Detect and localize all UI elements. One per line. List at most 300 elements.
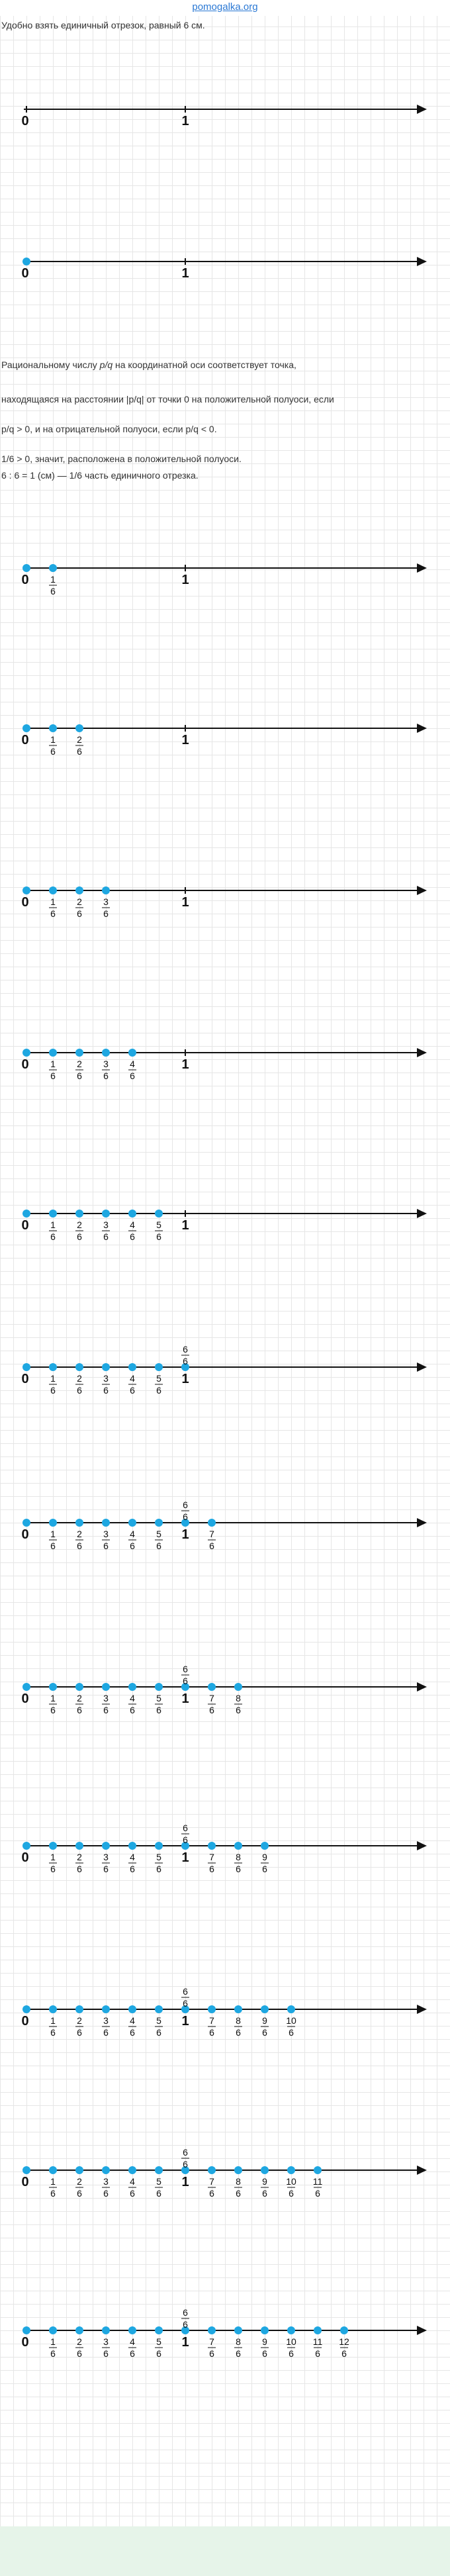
label-six-sixths: [181, 1823, 189, 1845]
point-3-sixths: [102, 1842, 110, 1850]
svg-text:10: 10: [286, 2336, 296, 2347]
point-zero: [22, 2166, 30, 2174]
svg-text:8: 8: [236, 2336, 241, 2347]
fraction-label-5-6: [155, 2015, 163, 2038]
svg-text:6: 6: [315, 2348, 320, 2359]
fraction-label-3-6: [102, 1529, 110, 1551]
svg-text:6: 6: [103, 2027, 109, 2038]
svg-text:6: 6: [183, 1664, 188, 1674]
label-one: 1: [181, 114, 189, 128]
svg-text:7: 7: [209, 2336, 214, 2347]
site-header-link[interactable]: pomogalka.org: [0, 0, 450, 16]
svg-text:8: 8: [236, 2015, 241, 2026]
fraction-label-12-6: [339, 2336, 349, 2359]
svg-text:3: 3: [103, 1059, 109, 1069]
svg-text:6: 6: [77, 2188, 82, 2199]
number-line: [0, 1660, 450, 1727]
svg-text:6: 6: [289, 2188, 294, 2199]
number-line: [0, 542, 450, 608]
svg-text:4: 4: [130, 1529, 135, 1539]
point-5-sixths: [155, 2005, 163, 2013]
svg-text:5: 5: [156, 2336, 161, 2347]
point-zero: [22, 1519, 30, 1527]
point-3-sixths: [102, 1363, 110, 1371]
svg-text:3: 3: [103, 2336, 109, 2347]
fraction-label-4-6: [128, 1059, 136, 1081]
svg-text:6: 6: [77, 2027, 82, 2038]
svg-text:1: 1: [50, 896, 56, 907]
label-zero: 0: [21, 2335, 29, 2350]
point-2-sixths: [75, 1683, 83, 1691]
point-5-sixths: [155, 2326, 163, 2334]
svg-text:2: 2: [77, 2015, 82, 2026]
svg-text:4: 4: [130, 1059, 135, 1069]
axis-arrow-icon: [417, 257, 427, 266]
svg-text:6: 6: [103, 908, 109, 919]
fraction-label-10-6: [286, 2336, 296, 2359]
point-3-sixths: [102, 1519, 110, 1527]
svg-text:5: 5: [156, 1373, 161, 1384]
label-one: 1: [181, 895, 189, 910]
svg-text:7: 7: [209, 2176, 214, 2187]
point-4-sixths: [128, 2166, 136, 2174]
svg-text:6: 6: [50, 1864, 56, 1874]
svg-text:2: 2: [77, 1693, 82, 1703]
svg-text:6: 6: [156, 2027, 161, 2038]
number-line: [0, 1819, 450, 1885]
svg-text:9: 9: [262, 2176, 267, 2187]
point-1-sixths: [49, 2326, 57, 2334]
point-1-sixths: [49, 564, 57, 572]
svg-text:6: 6: [209, 2027, 214, 2038]
fraction-label-4-6: [128, 1529, 136, 1551]
svg-text:6: 6: [289, 2027, 294, 2038]
svg-text:6: 6: [130, 2188, 135, 2199]
fraction-label-1-6: [49, 1059, 57, 1081]
rule-line-3: p/q > 0, и на отрицательной полуоси, если p/q < 0.: [1, 424, 217, 434]
point-3-sixths: [102, 1210, 110, 1217]
svg-text:9: 9: [262, 2336, 267, 2347]
point-1-sixths: [49, 1683, 57, 1691]
fraction-label-4-6: [128, 1852, 136, 1874]
point-zero: [22, 1210, 30, 1217]
label-zero: 0: [21, 733, 29, 747]
label-six-sixths: [181, 2147, 189, 2170]
fraction-label-7-6: [208, 1852, 216, 1874]
fraction-label-2-6: [75, 2176, 83, 2199]
svg-text:6: 6: [183, 2319, 188, 2330]
fraction-label-5-6: [155, 2336, 163, 2359]
svg-text:3: 3: [103, 896, 109, 907]
svg-text:6: 6: [50, 1231, 56, 1242]
fraction-label-1-6: [49, 1852, 57, 1874]
fraction-label-4-6: [128, 1693, 136, 1715]
fraction-label-5-6: [155, 1852, 163, 1874]
label-zero: 0: [21, 1692, 29, 1706]
svg-text:7: 7: [209, 1852, 214, 1862]
axis-arrow-icon: [417, 1518, 427, 1527]
svg-text:6: 6: [236, 2348, 241, 2359]
svg-text:6: 6: [130, 1231, 135, 1242]
fraction-label-9-6: [261, 2336, 269, 2359]
fraction-label-8-6: [234, 2015, 242, 2038]
label-one: 1: [181, 1372, 189, 1386]
point-5-sixths: [155, 2166, 163, 2174]
fraction-label-4-6: [128, 1219, 136, 1242]
fraction-label-10-6: [286, 2176, 296, 2199]
svg-text:6: 6: [156, 2188, 161, 2199]
point-2-sixths: [75, 1842, 83, 1850]
point-2-sixths: [75, 724, 83, 732]
svg-text:6: 6: [77, 1541, 82, 1551]
label-six-sixths: [181, 1344, 189, 1366]
axis-arrow-icon: [417, 1362, 427, 1372]
svg-text:2: 2: [77, 1219, 82, 1230]
svg-text:2: 2: [77, 2176, 82, 2187]
axis-arrow-icon: [417, 724, 427, 733]
point-7-sixths: [208, 2166, 216, 2174]
fraction-label-3-6: [102, 1219, 110, 1242]
point-4-sixths: [128, 1210, 136, 1217]
fraction-label-3-6: [102, 1693, 110, 1715]
label-six-sixths: [181, 1986, 189, 2009]
point-3-sixths: [102, 1049, 110, 1057]
svg-text:6: 6: [156, 1231, 161, 1242]
fraction-label-2-6: [75, 1852, 83, 1874]
point-zero: [22, 724, 30, 732]
svg-text:6: 6: [77, 1385, 82, 1396]
svg-text:9: 9: [262, 1852, 267, 1862]
svg-text:12: 12: [339, 2336, 349, 2347]
svg-text:6: 6: [209, 2188, 214, 2199]
point-9-sixths: [261, 2166, 269, 2174]
svg-text:3: 3: [103, 1373, 109, 1384]
point-8-sixths: [234, 2166, 242, 2174]
label-zero: 0: [21, 1218, 29, 1233]
svg-text:8: 8: [236, 1693, 241, 1703]
point-5-sixths: [155, 1210, 163, 1217]
number-line: [0, 864, 450, 930]
label-one: 1: [181, 1218, 189, 1233]
svg-text:6: 6: [103, 1385, 109, 1396]
svg-text:6: 6: [130, 1385, 135, 1396]
svg-text:6: 6: [50, 908, 56, 919]
svg-text:6: 6: [77, 1071, 82, 1081]
axis-arrow-icon: [417, 2005, 427, 2014]
svg-text:6: 6: [103, 2348, 109, 2359]
label-one: 1: [181, 2335, 189, 2350]
label-zero: 0: [21, 895, 29, 910]
point-10-sixths: [287, 2326, 295, 2334]
svg-text:4: 4: [130, 2336, 135, 2347]
point-2-sixths: [75, 1519, 83, 1527]
fraction-label-9-6: [261, 2176, 269, 2199]
point-2-sixths: [75, 886, 83, 894]
svg-text:6: 6: [183, 1344, 188, 1355]
label-one: 1: [181, 1692, 189, 1706]
label-zero: 0: [21, 1372, 29, 1386]
fraction-label-1-6: [49, 734, 57, 757]
svg-text:2: 2: [77, 896, 82, 907]
svg-text:2: 2: [77, 1059, 82, 1069]
point-4-sixths: [128, 1049, 136, 1057]
svg-text:6: 6: [77, 2348, 82, 2359]
point-7-sixths: [208, 1683, 216, 1691]
svg-text:6: 6: [341, 2348, 347, 2359]
svg-text:6: 6: [262, 2348, 267, 2359]
point-9-sixths: [261, 2005, 269, 2013]
svg-text:5: 5: [156, 2176, 161, 2187]
svg-text:6: 6: [236, 2027, 241, 2038]
point-11-sixths: [314, 2326, 322, 2334]
svg-text:6: 6: [156, 1864, 161, 1874]
svg-text:6: 6: [77, 746, 82, 757]
svg-text:6: 6: [183, 1835, 188, 1845]
svg-text:6: 6: [130, 2348, 135, 2359]
point-4-sixths: [128, 1842, 136, 1850]
point-11-sixths: [314, 2166, 322, 2174]
svg-text:3: 3: [103, 1852, 109, 1862]
fraction-label-1-6: [49, 1693, 57, 1715]
axis-arrow-icon: [417, 1682, 427, 1692]
svg-text:1: 1: [50, 734, 56, 745]
axis-arrow-icon: [417, 886, 427, 895]
fraction-label-2-6: [75, 2015, 83, 2038]
axis-arrow-icon: [417, 105, 427, 114]
footer-panel: [0, 2526, 450, 2576]
label-six-sixths: [181, 1500, 189, 1522]
point-2-sixths: [75, 1210, 83, 1217]
fraction-label-9-6: [261, 1852, 269, 1874]
svg-text:9: 9: [262, 2015, 267, 2026]
label-one: 1: [181, 2014, 189, 2028]
point-zero: [22, 1049, 30, 1057]
point-1-sixths: [49, 886, 57, 894]
svg-text:3: 3: [103, 2176, 109, 2187]
point-12-sixths: [340, 2326, 348, 2334]
fraction-label-8-6: [234, 1693, 242, 1715]
point-9-sixths: [261, 1842, 269, 1850]
fraction-label-3-6: [102, 1852, 110, 1874]
svg-text:5: 5: [156, 1852, 161, 1862]
point-5-sixths: [155, 1842, 163, 1850]
point-7-sixths: [208, 1842, 216, 1850]
point-1-sixths: [49, 2166, 57, 2174]
point-1-sixths: [49, 1049, 57, 1057]
fraction-label-5-6: [155, 2176, 163, 2199]
fraction-label-11-6: [313, 2176, 323, 2199]
svg-text:5: 5: [156, 2015, 161, 2026]
fraction-label-3-6: [102, 1059, 110, 1081]
svg-text:6: 6: [50, 2188, 56, 2199]
fraction-label-1-6: [49, 574, 57, 596]
svg-text:6: 6: [103, 1071, 109, 1081]
fraction-label-8-6: [234, 2336, 242, 2359]
point-zero: [22, 886, 30, 894]
point-5-sixths: [155, 1683, 163, 1691]
point-1-sixths: [49, 1519, 57, 1527]
fraction-label-3-6: [102, 1373, 110, 1396]
point-1-sixths: [49, 1210, 57, 1217]
intro-text: Удобно взять единичный отрезок, равный 6 см.: [1, 20, 205, 30]
point-2-sixths: [75, 2005, 83, 2013]
svg-text:2: 2: [77, 2336, 82, 2347]
number-line: [0, 1496, 450, 1562]
svg-text:5: 5: [156, 1219, 161, 1230]
point-2-sixths: [75, 2166, 83, 2174]
fraction-label-7-6: [208, 2176, 216, 2199]
svg-text:10: 10: [286, 2015, 296, 2026]
fraction-label-5-6: [155, 1219, 163, 1242]
number-line: [0, 2144, 450, 2210]
svg-text:3: 3: [103, 1529, 109, 1539]
svg-text:3: 3: [103, 2015, 109, 2026]
svg-text:6: 6: [77, 1231, 82, 1242]
svg-text:6: 6: [50, 1071, 56, 1081]
svg-text:6: 6: [236, 1705, 241, 1715]
label-zero: 0: [21, 2014, 29, 2028]
svg-text:1: 1: [50, 1693, 56, 1703]
label-zero: 0: [21, 266, 29, 281]
svg-text:7: 7: [209, 1693, 214, 1703]
label-zero: 0: [21, 1057, 29, 1072]
fraction-label-2-6: [75, 1219, 83, 1242]
point-2-sixths: [75, 1049, 83, 1057]
svg-text:6: 6: [50, 1541, 56, 1551]
point-5-sixths: [155, 1519, 163, 1527]
point-zero: [22, 258, 30, 265]
rule-line-2: находящаяся на расстоянии |p/q| от точки 0 на положительной полуоси, если: [1, 394, 334, 405]
svg-text:1: 1: [50, 1219, 56, 1230]
fraction-label-9-6: [261, 2015, 269, 2038]
point-4-sixths: [128, 1363, 136, 1371]
number-line: [0, 1341, 450, 1407]
fraction-label-1-6: [49, 1219, 57, 1242]
label-one: 1: [181, 1057, 189, 1072]
number-line: [0, 1026, 450, 1092]
svg-text:6: 6: [183, 1998, 188, 2009]
svg-text:1: 1: [50, 2336, 56, 2347]
svg-text:11: 11: [312, 2176, 323, 2187]
fraction-label-3-6: [102, 2015, 110, 2038]
svg-text:6: 6: [183, 2159, 188, 2170]
svg-text:4: 4: [130, 2176, 135, 2187]
fraction-label-7-6: [208, 2336, 216, 2359]
fraction-label-4-6: [128, 2015, 136, 2038]
svg-text:6: 6: [50, 586, 56, 596]
svg-text:4: 4: [130, 2015, 135, 2026]
svg-text:6: 6: [103, 1705, 109, 1715]
svg-text:10: 10: [286, 2176, 296, 2187]
fraction-label-3-6: [102, 2336, 110, 2359]
axis-arrow-icon: [417, 2166, 427, 2175]
fraction-label-2-6: [75, 1529, 83, 1551]
svg-text:6: 6: [50, 1385, 56, 1396]
svg-text:6: 6: [236, 1864, 241, 1874]
fraction-label-2-6: [75, 1693, 83, 1715]
fraction-label-1-6: [49, 2015, 57, 2038]
svg-text:6: 6: [262, 1864, 267, 1874]
svg-text:6: 6: [156, 1705, 161, 1715]
svg-text:6: 6: [77, 1705, 82, 1715]
fraction-label-2-6: [75, 2336, 83, 2359]
point-zero: [22, 2005, 30, 2013]
fraction-label-4-6: [128, 2176, 136, 2199]
point-8-sixths: [234, 1842, 242, 1850]
svg-text:4: 4: [130, 1219, 135, 1230]
point-3-sixths: [102, 886, 110, 894]
point-1-sixths: [49, 724, 57, 732]
svg-text:1: 1: [50, 574, 56, 585]
svg-text:6: 6: [315, 2188, 320, 2199]
axis-arrow-icon: [417, 563, 427, 573]
svg-text:6: 6: [50, 2027, 56, 2038]
label-six-sixths: [181, 2307, 189, 2330]
svg-text:6: 6: [77, 1864, 82, 1874]
svg-text:6: 6: [183, 2307, 188, 2318]
svg-text:6: 6: [183, 2147, 188, 2158]
label-zero: 0: [21, 573, 29, 587]
svg-text:6: 6: [77, 908, 82, 919]
fraction-label-7-6: [208, 1693, 216, 1715]
fraction-p-q: p/q: [99, 359, 113, 370]
svg-text:1: 1: [50, 1852, 56, 1862]
fraction-label-7-6: [208, 1529, 216, 1551]
point-5-sixths: [155, 1363, 163, 1371]
svg-text:6: 6: [183, 1356, 188, 1366]
number-line: [0, 1187, 450, 1253]
svg-text:6: 6: [156, 1541, 161, 1551]
point-zero: [22, 1683, 30, 1691]
fraction-label-2-6: [75, 1373, 83, 1396]
fraction-label-5-6: [155, 1373, 163, 1396]
point-8-sixths: [234, 1683, 242, 1691]
svg-text:6: 6: [130, 1071, 135, 1081]
svg-text:4: 4: [130, 1693, 135, 1703]
svg-text:6: 6: [156, 1385, 161, 1396]
fraction-label-2-6: [75, 734, 83, 757]
label-zero: 0: [21, 1850, 29, 1865]
point-4-sixths: [128, 1519, 136, 1527]
label-one: 1: [181, 573, 189, 587]
svg-text:2: 2: [77, 1852, 82, 1862]
label-one: 1: [181, 266, 189, 281]
point-8-sixths: [234, 2005, 242, 2013]
svg-text:7: 7: [209, 2015, 214, 2026]
number-line: [0, 1983, 450, 2049]
svg-text:6: 6: [262, 2188, 267, 2199]
fraction-label-10-6: [286, 2015, 296, 2038]
fraction-label-3-6: [102, 896, 110, 919]
svg-text:4: 4: [130, 1373, 135, 1384]
svg-text:6: 6: [209, 2348, 214, 2359]
svg-text:6: 6: [156, 2348, 161, 2359]
svg-text:11: 11: [312, 2336, 323, 2347]
point-1-sixths: [49, 1363, 57, 1371]
svg-text:6: 6: [130, 2027, 135, 2038]
point-2-sixths: [75, 1363, 83, 1371]
fraction-label-11-6: [313, 2336, 323, 2359]
svg-text:4: 4: [130, 1852, 135, 1862]
svg-text:6: 6: [209, 1864, 214, 1874]
fraction-label-1-6: [49, 1529, 57, 1551]
point-10-sixths: [287, 2005, 295, 2013]
svg-text:6: 6: [103, 1541, 109, 1551]
svg-text:6: 6: [103, 1864, 109, 1874]
label-zero: 0: [21, 114, 29, 128]
svg-text:6: 6: [50, 2348, 56, 2359]
svg-text:6: 6: [130, 1541, 135, 1551]
